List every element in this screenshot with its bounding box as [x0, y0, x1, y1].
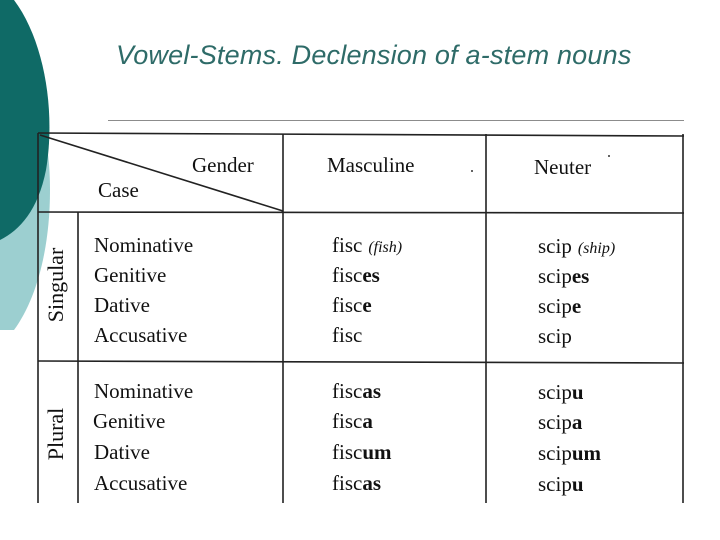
form-ending: e	[362, 293, 372, 317]
form-ending: as	[362, 471, 382, 495]
form-stem: scip	[538, 294, 572, 318]
label-plural: Plural	[43, 407, 68, 461]
form-stem: fisc	[332, 440, 363, 464]
form-stem: scip	[538, 324, 572, 348]
case-label: Dative	[94, 440, 150, 464]
form-stem: fisc	[332, 323, 363, 347]
masculine-singular-form	[332, 260, 380, 290]
label-singular: Singular	[43, 247, 68, 323]
header-masculine: Masculine	[327, 153, 415, 177]
neuter-singular-form	[538, 321, 572, 351]
form-stem: scip	[538, 472, 572, 496]
form-ending: a	[362, 409, 373, 433]
form-stem: fisc	[332, 409, 363, 433]
masculine-plural-form	[332, 468, 381, 498]
neuter-plural-form	[538, 469, 584, 499]
masculine-singular-form	[332, 290, 372, 320]
case-label: Genitive	[94, 263, 167, 287]
case-label: Genitive	[93, 409, 166, 433]
masculine-plural-form	[332, 376, 381, 406]
case-label: Dative	[94, 293, 150, 317]
scan-speck	[608, 155, 610, 157]
form-stem: scip	[538, 410, 572, 434]
case-label: Accusative	[94, 471, 188, 495]
form-stem: fisc	[332, 293, 363, 317]
form-ending: um	[362, 440, 392, 464]
form-gloss: (ship)	[577, 240, 616, 257]
neuter-plural-form	[538, 438, 601, 468]
neuter-plural-form	[538, 407, 582, 437]
form-ending: a	[571, 410, 583, 434]
header-case: Case	[98, 178, 139, 202]
header-gender: Gender	[192, 153, 254, 177]
case-label: Nominative	[94, 233, 194, 257]
form-stem: fisc	[332, 233, 363, 257]
neuter-singular-form	[538, 231, 615, 264]
form-ending: um	[571, 441, 602, 465]
form-stem: fisc	[332, 379, 363, 403]
form-ending: e	[571, 294, 582, 318]
form-ending: u	[571, 472, 584, 496]
neuter-plural-form	[538, 377, 584, 407]
form-ending: u	[571, 380, 584, 404]
form-stem: scip	[538, 441, 572, 465]
case-label: Accusative	[94, 323, 188, 347]
header-neuter: Neuter	[534, 155, 592, 179]
neuter-singular-form	[538, 261, 589, 291]
masculine-plural-form	[332, 437, 392, 467]
slide-title: Vowel-Stems. Declension of a-stem nouns	[116, 40, 632, 70]
form-stem: scip	[538, 380, 572, 404]
form-ending: as	[362, 379, 382, 403]
form-stem: fisc	[332, 263, 363, 287]
scan-speck	[471, 170, 473, 172]
form-stem: fisc	[332, 471, 363, 495]
case-label: Nominative	[94, 379, 194, 403]
masculine-plural-form	[332, 406, 373, 436]
form-gloss: (fish)	[368, 239, 403, 256]
neuter-singular-form	[538, 291, 581, 321]
form-stem: scip	[538, 264, 572, 288]
form-ending: es	[571, 264, 590, 288]
form-stem: scip	[538, 234, 572, 258]
masculine-singular-form	[332, 230, 402, 263]
form-ending: es	[362, 263, 380, 287]
masculine-singular-form	[332, 320, 362, 350]
